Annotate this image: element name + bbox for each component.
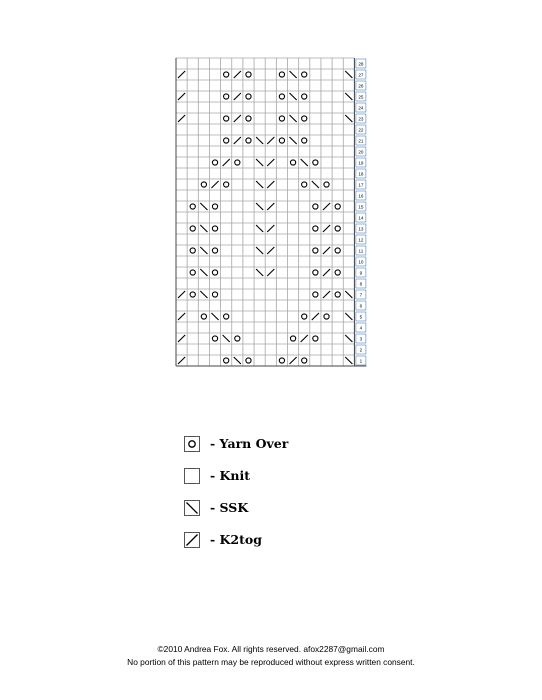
row-number: 20 xyxy=(358,149,364,155)
row-number: 12 xyxy=(358,237,364,243)
row-number: 28 xyxy=(358,61,364,67)
legend-item-ssk xyxy=(184,498,288,517)
row-number: 13 xyxy=(358,226,364,232)
row-number: 9 xyxy=(359,270,363,276)
row-number: 4 xyxy=(359,325,363,331)
row-number: 3 xyxy=(359,336,363,342)
legend-item-knit xyxy=(184,466,288,485)
legend-label: - SSK xyxy=(210,500,249,515)
legend-label: - K2tog xyxy=(210,532,262,547)
row-number: 27 xyxy=(358,72,364,78)
ssk-symbol-icon xyxy=(184,500,200,516)
row-number: 16 xyxy=(358,193,364,199)
row-number: 15 xyxy=(358,204,364,210)
row-number: 17 xyxy=(358,182,364,188)
legend-label: - Knit xyxy=(210,468,251,483)
row-number: 26 xyxy=(358,83,364,89)
legend xyxy=(184,434,288,562)
reproduction-notice: No portion of this pattern may be reproduced without express written consent. xyxy=(127,657,415,667)
legend-label: - Yarn Over xyxy=(210,436,289,451)
legend-item-k2tog xyxy=(184,530,288,549)
row-number: 6 xyxy=(359,303,363,309)
row-number: 21 xyxy=(358,138,364,144)
row-number: 25 xyxy=(358,94,364,100)
legend-item-yarn-over xyxy=(184,434,288,453)
row-number: 5 xyxy=(359,314,363,320)
k2tog-symbol-icon xyxy=(184,532,200,548)
row-number: 14 xyxy=(358,215,364,221)
row-number: 18 xyxy=(358,171,364,177)
row-number: 2 xyxy=(359,347,363,353)
row-number: 23 xyxy=(358,116,364,122)
row-number: 7 xyxy=(359,292,363,298)
row-number: 24 xyxy=(358,105,364,111)
row-number: 8 xyxy=(359,281,363,287)
knit-symbol-icon xyxy=(184,468,200,484)
row-number: 1 xyxy=(359,358,363,364)
row-number: 19 xyxy=(358,160,364,166)
yarn-over-symbol-icon xyxy=(184,436,200,452)
copyright-line: ©2010 Andrea Fox. All rights reserved. afox2287@gmail.com xyxy=(157,644,385,654)
row-number: 11 xyxy=(358,248,364,254)
row-number: 22 xyxy=(358,127,364,133)
row-number: 10 xyxy=(358,259,364,265)
